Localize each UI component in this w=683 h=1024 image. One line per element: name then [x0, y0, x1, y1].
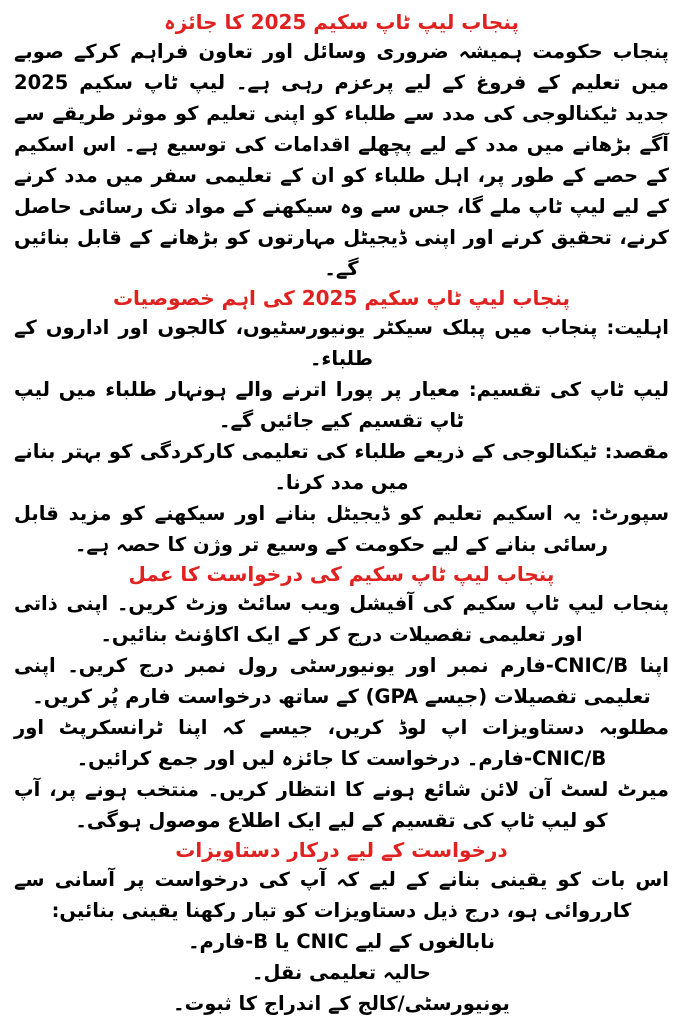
document-cnic: نابالغوں کے لیے CNIC یا B-فارم۔: [188, 930, 495, 953]
overview-paragraph: پنجاب حکومت ہمیشہ ضروری وسائل اور تعاون فراہم کرکے صوبے میں تعلیم کے فروغ کے لیے پرعزم رہی ہے۔ لیپ ٹاپ سکیم 2025 جدید ٹیکنالوجی کی مدد سے طلباء کو اپنی تعلیم کو موثر طریقے سے آگے بڑھانے میں مدد کے لیے پچھلے اقدامات کی توسیع ہے۔ اس اسکیم کے حصے کے طور پر، اہل طلباء کو ان کے تعلیمی سفر میں مدد کرنے کے لیے لیپ ٹاپ ملے گا، جس سے وہ سیکھنے کے مواد تک رسائی حاصل کرنے، تحقیق کرنے اور اپنی ڈیجیٹل مہارتوں کو بڑھانے کے قابل بنائیں گے۔: [14, 40, 669, 280]
process-step-2: اپنا CNIC/B-فارم نمبر اور یونیورسٹی رول نمبر درج کریں۔ اپنی تعلیمی تفصیلات (جیسے GPA) کے ساتھ درخواست فارم پُر کریں۔: [14, 654, 669, 708]
feature-distribution: لیپ ٹاپ کی تقسیم: معیار پر پورا اترنے والے ہونہار طلباء میں لیپ ٹاپ تقسیم کیے جائیں گے۔: [14, 378, 669, 432]
features-heading: پنجاب لیپ ٹاپ سکیم 2025 کی اہم خصوصیات: [112, 286, 571, 310]
overview-heading: پنجاب لیپ ٹاپ سکیم 2025 کا جائزہ: [164, 10, 519, 34]
process-step-1: پنجاب لیپ ٹاپ سکیم کی آفیشل ویب سائٹ وزٹ کریں۔ اپنی ذاتی اور تعلیمی تفصیلات درج کر کے ایک اکاؤنٹ بنائیں۔: [14, 592, 669, 646]
documents-heading: درخواست کے لیے درکار دستاویزات: [175, 838, 508, 862]
process-step-3: مطلوبہ دستاویزات اپ لوڈ کریں، جیسے کہ اپنا ٹرانسکرپٹ اور CNIC/B-فارم۔ درخواست کا جائزہ لیں اور جمع کرائیں۔: [14, 716, 669, 770]
feature-purpose: مقصد: ٹیکنالوجی کے ذریعے طلباء کی تعلیمی کارکردگی کو بہتر بنانے میں مدد کرنا۔: [14, 440, 669, 494]
process-step-4: میرٹ لسٹ آن لائن شائع ہونے کا انتظار کریں۔ منتخب ہونے پر، آپ کو لیپ ٹاپ کی تقسیم کے لیے ایک اطلاع موصول ہوگی۔: [14, 778, 669, 832]
document-transcript: حالیہ تعلیمی نقل۔: [252, 961, 431, 984]
feature-support: سپورٹ: یہ اسکیم تعلیم کو ڈیجیٹل بنانے اور سیکھنے کو مزید قابل رسائی بنانے کے لیے حکومت کے وسیع تر وژن کا حصہ ہے۔: [14, 502, 669, 556]
process-heading: پنجاب لیپ ٹاپ سکیم کی درخواست کا عمل: [128, 562, 555, 586]
document-enrollment: یونیورسٹی/کالج کے اندراج کا ثبوت۔: [173, 992, 510, 1015]
documents-intro: اس بات کو یقینی بنانے کے لیے کہ آپ کی درخواست پر آسانی سے کارروائی ہو، درج ذیل دستاویزات کو تیار رکھنا یقینی بنائیں:: [14, 868, 669, 922]
feature-eligibility: اہلیت: پنجاب میں پبلک سیکٹر یونیورسٹیوں، کالجوں اور اداروں کے طلباء۔: [14, 316, 669, 370]
